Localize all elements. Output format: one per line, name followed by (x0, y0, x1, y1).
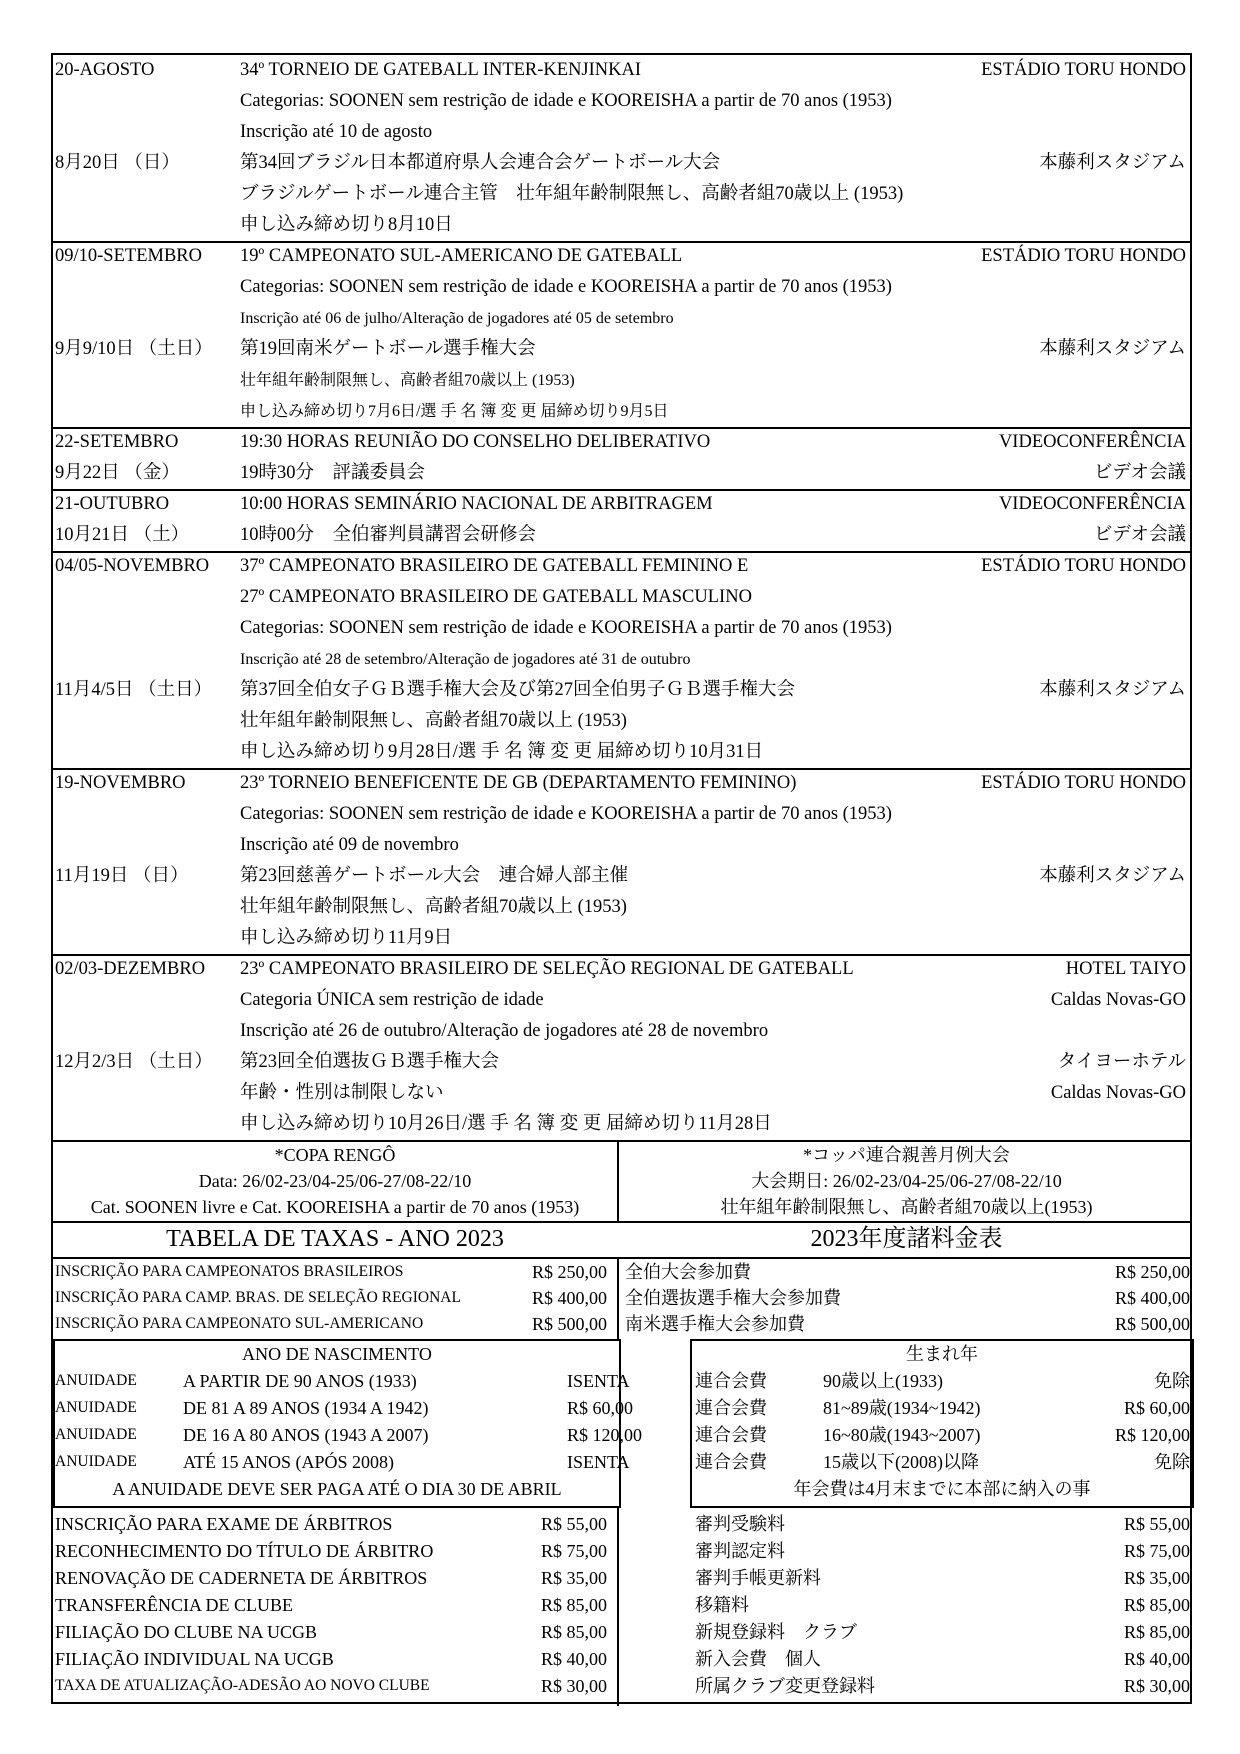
anuidade-desc: A PARTIR DE 90 ANOS (1933) (183, 1371, 417, 1391)
fee-label-jp: 南米選手権大会参加費 (625, 1314, 805, 1334)
fees-title-pt: TABELA DE TAXAS - ANO 2023 (166, 1226, 504, 1252)
event-row (53, 179, 1190, 210)
event-row (53, 210, 1190, 241)
event-inscricao: Inscrição até 09 de novembro (240, 835, 459, 855)
event-row (53, 644, 1190, 675)
copa-data-pt: Data: 26/02-23/04-25/06-27/08-22/10 (198, 1171, 472, 1191)
fee-label-pt: FILIAÇÃO DO CLUBE NA UCGB (55, 1622, 318, 1642)
event-row (53, 892, 1190, 923)
anuidade-header-jp: 生まれ年 (906, 1344, 978, 1364)
event-venue-pt: VIDEOCONFERÊNCIA (998, 494, 1186, 514)
event-row (53, 768, 1190, 799)
anuidade-value: R$ 120,00 (567, 1425, 643, 1445)
event-row (53, 117, 1190, 148)
event-deadline-jp: 申し込み締め切り10月26日/選 手 名 簿 変 更 届締め切り11月28日 (240, 1114, 772, 1134)
event-cat-jp: 壮年組年齢制限無し、高齢者組70歳以上 (1953) (240, 711, 627, 731)
event-row (53, 830, 1190, 861)
event-row (53, 985, 1190, 1016)
fee-value-pt: R$ 250,00 (531, 1262, 607, 1282)
fee-value-jp: R$ 250,00 (1114, 1262, 1190, 1282)
event-row (53, 954, 1190, 985)
fee-label-jp: 審判受験料 (695, 1514, 785, 1534)
event-row (53, 1109, 1190, 1140)
event-deadline-jp: 申し込み締め切り11月9日 (240, 928, 453, 948)
event-row (53, 1016, 1190, 1047)
fee-value-pt: R$ 75,00 (540, 1541, 607, 1561)
event-categories: Categorias: SOONEN sem restrição de idade e KOOREISHA a partir de 70 anos (1953) (240, 91, 892, 111)
fee-value-jp: R$ 85,00 (1123, 1622, 1190, 1642)
event-title-jp: 10時00分 全伯審判員講習会研修会 (240, 525, 537, 545)
fee-label-jp: 審判認定料 (695, 1541, 785, 1561)
fee-label-jp: 移籍料 (695, 1595, 749, 1615)
fees-title-jp: 2023年度諸料金表 (810, 1226, 1003, 1252)
event-row (53, 55, 1190, 86)
event-row (53, 551, 1190, 582)
copa-data-jp: 大会期日: 26/02-23/04-25/06-27/08-22/10 (751, 1171, 1062, 1191)
fee-label-pt: INSCRIÇÃO PARA CAMPEONATOS BRASILEIROS (55, 1263, 404, 1280)
anuidade-header-pt: ANO DE NASCIMENTO (242, 1344, 432, 1364)
fee-label-jp: 全伯選抜選手権大会参加費 (625, 1288, 841, 1308)
event-title-pt: 37º CAMPEONATO BRASILEIRO DE GATEBALL FEMININO E (240, 556, 749, 576)
event-venue-pt: ESTÁDIO TORU HONDO (981, 556, 1186, 576)
anuidade-jp-label: 連合会費 (695, 1398, 767, 1418)
fee-label-pt: RECONHECIMENTO DO TÍTULO DE ÁRBITRO (55, 1541, 434, 1561)
event-row (53, 923, 1190, 954)
event-title-jp: 19時30分 評議委員会 (240, 463, 426, 483)
event-date-pt: 22-SETEMBRO (55, 432, 179, 452)
event-venue-jp: タイヨーホテル (1057, 1052, 1186, 1072)
fee-value-jp: R$ 40,00 (1123, 1649, 1190, 1669)
event-venue-pt-2: Caldas Novas-GO (1050, 990, 1186, 1010)
event-date-pt: 19-NOVEMBRO (55, 773, 186, 793)
fee-value-pt: R$ 35,00 (540, 1568, 607, 1588)
copa-cat-jp: 壮年組年齢制限無し、高齢者組70歳以上(1953) (720, 1197, 1093, 1217)
fee-value-pt: R$ 85,00 (540, 1595, 607, 1615)
event-date-pt: 09/10-SETEMBRO (55, 246, 202, 266)
anuidade-label: ANUIDADE (55, 1426, 137, 1443)
anuidade-value: ISENTA (567, 1452, 630, 1472)
fee-label-pt: RENOVAÇÃO DE CADERNETA DE ÁRBITROS (55, 1568, 428, 1588)
anuidade-jp-value: R$ 120,00 (1114, 1425, 1190, 1445)
event-venue-jp: 本藤利スタジアム (1039, 153, 1186, 173)
fee-label-jp: 所属クラブ変更登録料 (695, 1676, 875, 1696)
event-row (53, 365, 1190, 396)
event-title-pt: 19º CAMPEONATO SUL-AMERICANO DE GATEBALL (240, 246, 683, 266)
event-row (53, 489, 1190, 520)
fee-value-pt: R$ 500,00 (531, 1314, 607, 1334)
fee-value-jp: R$ 55,00 (1123, 1514, 1190, 1534)
anuidade-jp-desc: 15歳以下(2008)以降 (823, 1452, 979, 1472)
event-row (53, 675, 1190, 706)
fee-value-pt: R$ 40,00 (540, 1649, 607, 1669)
event-venue-jp: ビデオ会議 (1093, 463, 1186, 483)
fee-label-pt: TRANSFERÊNCIA DE CLUBE (55, 1595, 294, 1615)
fee-value-jp: R$ 400,00 (1114, 1288, 1190, 1308)
event-row (53, 148, 1190, 179)
event-date-pt: 21-OUTUBRO (55, 494, 170, 514)
document-frame (51, 53, 1192, 1704)
event-deadline-jp: 申し込み締め切り9月28日/選 手 名 簿 変 更 届締め切り10月31日 (240, 742, 764, 762)
anuidade-value: R$ 60,00 (567, 1398, 634, 1418)
fee-label-pt: TAXA DE ATUALIZAÇÃO-ADESÃO AO NOVO CLUBE (55, 1677, 430, 1694)
event-row (53, 427, 1190, 458)
event-inscricao: Inscrição até 10 de agosto (240, 122, 433, 142)
anuidade-jp-value: 免除 (1154, 1452, 1190, 1472)
anuidade-desc: DE 16 A 80 ANOS (1943 A 2007) (183, 1425, 429, 1445)
event-row (53, 799, 1190, 830)
event-categories: Categoria ÚNICA sem restrição de idade (240, 990, 544, 1010)
event-venue-pt: ESTÁDIO TORU HONDO (981, 773, 1186, 793)
anuidade-note-jp: 年会費は4月末までに本部に納入の事 (793, 1479, 1091, 1499)
event-inscricao: Inscrição até 28 de setembro/Alteração de jogadores até 31 de outubro (240, 651, 691, 668)
fee-label-jp: 新入会費 個人 (695, 1649, 821, 1669)
fee-label-pt: FILIAÇÃO INDIVIDUAL NA UCGB (55, 1649, 334, 1669)
event-venue-jp: 本藤利スタジアム (1039, 339, 1186, 359)
event-deadline-jp: 申し込み締め切り7月6日/選 手 名 簿 変 更 届締め切り9月5日 (240, 403, 669, 420)
anuidade-jp-desc: 81~89歳(1934~1942) (823, 1398, 981, 1418)
anuidade-desc: ATÉ 15 ANOS (APÓS 2008) (183, 1452, 395, 1472)
event-date-pt: 02/03-DEZEMBRO (55, 959, 206, 979)
anuidade-value: ISENTA (567, 1371, 630, 1391)
event-row (53, 396, 1190, 427)
fee-value-jp: R$ 35,00 (1123, 1568, 1190, 1588)
anuidade-jp-label: 連合会費 (695, 1371, 767, 1391)
event-venue-jp: 本藤利スタジアム (1039, 680, 1186, 700)
fee-label-pt: INSCRIÇÃO PARA EXAME DE ÁRBITROS (55, 1514, 393, 1534)
event-title-pt: 23º CAMPEONATO BRASILEIRO DE SELEÇÃO REGIONAL DE GATEBALL (240, 959, 854, 979)
event-row (53, 241, 1190, 272)
fee-value-pt: R$ 400,00 (531, 1288, 607, 1308)
event-title-jp: 第37回全伯女子ＧＢ選手権大会及び第27回全伯男子ＧＢ選手権大会 (240, 680, 796, 700)
anuidade-jp-desc: 90歳以上(1933) (823, 1371, 943, 1391)
event-date-pt: 20-AGOSTO (55, 60, 155, 80)
copa-title-pt: *COPA RENGÔ (274, 1145, 396, 1165)
event-row (53, 861, 1190, 892)
event-title-jp: 第23回全伯選抜ＧＢ選手権大会 (240, 1052, 500, 1072)
event-row (53, 1078, 1190, 1109)
event-row (53, 1047, 1190, 1078)
event-title-pt: 10:00 HORAS SEMINÁRIO NACIONAL DE ARBITRAGEM (240, 494, 713, 514)
event-venue-jp: ビデオ会議 (1093, 525, 1186, 545)
event-categories: Categorias: SOONEN sem restrição de idade e KOOREISHA a partir de 70 anos (1953) (240, 618, 892, 638)
event-row (53, 272, 1190, 303)
event-title-jp: 第19回南米ゲートボール選手権大会 (240, 339, 536, 359)
event-row (53, 303, 1190, 334)
anuidade-label: ANUIDADE (55, 1399, 137, 1416)
fee-label-jp: 審判手帳更新料 (695, 1568, 821, 1588)
event-row (53, 334, 1190, 365)
anuidade-jp-desc: 16~80歳(1943~2007) (823, 1425, 981, 1445)
event-venue-pt: ESTÁDIO TORU HONDO (981, 60, 1186, 80)
fees-divider (617, 1257, 619, 1339)
fee-value-pt: R$ 30,00 (540, 1676, 607, 1696)
event-title-pt: 23º TORNEIO BENEFICENTE DE GB (DEPARTAMENTO FEMININO) (240, 773, 797, 793)
event-cat-jp: 壮年組年齢制限無し、高齢者組70歳以上 (1953) (240, 372, 575, 389)
event-row (53, 86, 1190, 117)
fee-value-jp: R$ 75,00 (1123, 1541, 1190, 1561)
event-title-pt: 19:30 HORAS REUNIÃO DO CONSELHO DELIBERATIVO (240, 432, 711, 452)
event-date-jp: 11月19日 （日） (55, 866, 189, 886)
event-row (53, 737, 1190, 768)
event-date-jp: 8月20日 （日） (55, 153, 180, 173)
event-cat-jp: 年齢・性別は制限しない (240, 1083, 444, 1103)
anuidade-jp-label: 連合会費 (695, 1452, 767, 1472)
event-venue-jp: 本藤利スタジアム (1039, 866, 1186, 886)
event-date-jp: 12月2/3日 （土日） (55, 1052, 213, 1072)
anuidade-label: ANUIDADE (55, 1372, 137, 1389)
event-inscricao: Inscrição até 26 de outubro/Alteração de jogadores até 28 de novembro (240, 1021, 769, 1041)
event-row (53, 582, 1190, 613)
event-row (53, 458, 1190, 489)
event-row (53, 613, 1190, 644)
event-cat-jp: ブラジルゲートボール連合主管 壮年組年齢制限無し、高齢者組70歳以上 (1953) (240, 184, 904, 204)
event-inscricao: Inscrição até 06 de julho/Alteração de jogadores até 05 de setembro (240, 310, 674, 327)
fee-label-jp: 新規登録料 クラブ (695, 1622, 857, 1642)
event-date-jp: 10月21日 （土） (55, 525, 190, 545)
event-venue-pt: HOTEL TAIYO (1065, 959, 1186, 979)
event-venue-jp-2: Caldas Novas-GO (1050, 1083, 1186, 1103)
event-title-jp: 第23回慈善ゲートボール大会 連合婦人部主催 (240, 866, 629, 886)
fee-label-pt: INSCRIÇÃO PARA CAMPEONATO SUL-AMERICANO (55, 1315, 424, 1332)
copa-title-jp: *コッパ連合親善月例大会 (803, 1145, 1010, 1165)
anuidade-jp-label: 連合会費 (695, 1425, 767, 1445)
event-date-pt: 04/05-NOVEMBRO (55, 556, 210, 576)
fee-value-pt: R$ 85,00 (540, 1622, 607, 1642)
anuidade-note-pt: A ANUIDADE DEVE SER PAGA ATÉ O DIA 30 DE ABRIL (112, 1479, 562, 1499)
event-date-jp: 9月9/10日 （土日） (55, 339, 213, 359)
event-title-pt: 34º TORNEIO DE GATEBALL INTER-KENJINKAI (240, 60, 642, 80)
event-row (53, 706, 1190, 737)
event-cat-jp: 壮年組年齢制限無し、高齢者組70歳以上 (1953) (240, 897, 627, 917)
anuidade-jp-value: R$ 60,00 (1123, 1398, 1190, 1418)
event-date-jp: 11月4/5日 （土日） (55, 680, 213, 700)
event-title-pt-2: 27º CAMPEONATO BRASILEIRO DE GATEBALL MASCULINO (240, 587, 752, 607)
fee-value-jp: R$ 85,00 (1123, 1595, 1190, 1615)
event-row (53, 520, 1190, 551)
event-date-jp: 9月22日 （金） (55, 463, 180, 483)
fees-divider (617, 1508, 619, 1706)
event-venue-pt: ESTÁDIO TORU HONDO (981, 246, 1186, 266)
event-venue-pt: VIDEOCONFERÊNCIA (998, 432, 1186, 452)
fee-label-pt: INSCRIÇÃO PARA CAMP. BRAS. DE SELEÇÃO REGIONAL (55, 1289, 461, 1306)
event-categories: Categorias: SOONEN sem restrição de idade e KOOREISHA a partir de 70 anos (1953) (240, 277, 892, 297)
anuidade-desc: DE 81 A 89 ANOS (1934 A 1942) (183, 1398, 429, 1418)
event-categories: Categorias: SOONEN sem restrição de idade e KOOREISHA a partir de 70 anos (1953) (240, 804, 892, 824)
fee-value-pt: R$ 55,00 (540, 1514, 607, 1534)
event-title-jp: 第34回ブラジル日本都道府県人会連合会ゲートボール大会 (240, 153, 721, 173)
event-deadline-jp: 申し込み締め切り8月10日 (240, 215, 453, 235)
fee-value-jp: R$ 500,00 (1114, 1314, 1190, 1334)
anuidade-label: ANUIDADE (55, 1453, 137, 1470)
anuidade-jp-value: 免除 (1154, 1371, 1190, 1391)
fee-label-jp: 全伯大会参加費 (625, 1262, 751, 1282)
copa-cat-pt: Cat. SOONEN livre e Cat. KOOREISHA a partir de 70 anos (1953) (90, 1197, 580, 1217)
fee-value-jp: R$ 30,00 (1123, 1676, 1190, 1696)
